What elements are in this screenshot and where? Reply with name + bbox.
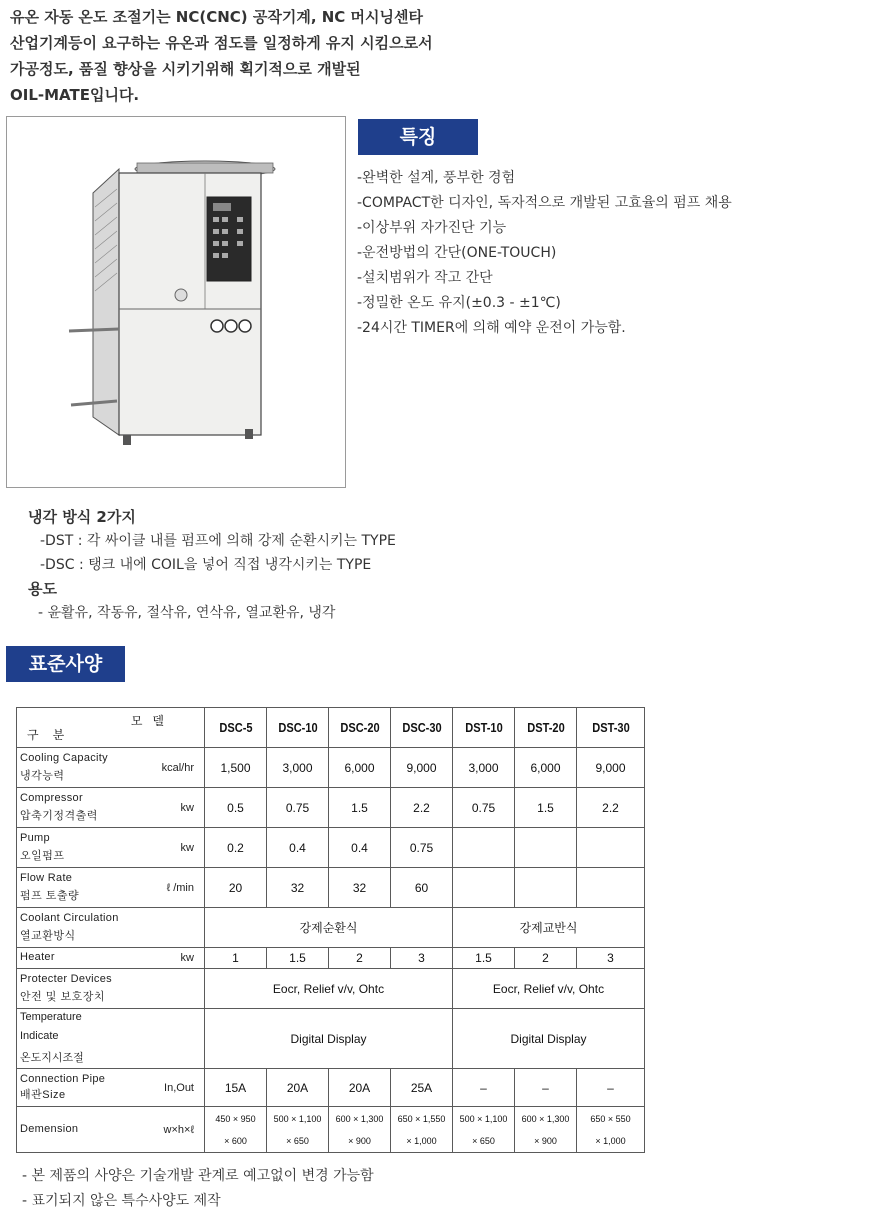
table-cell: 3 bbox=[577, 948, 645, 969]
table-cell: 9,000 bbox=[577, 748, 645, 788]
table-cell bbox=[453, 828, 515, 868]
table-row bbox=[17, 828, 645, 868]
dimension-top: 450 × 950 bbox=[215, 1113, 256, 1124]
table-cell: – bbox=[453, 1069, 515, 1107]
model-header: DST-20 bbox=[519, 708, 572, 748]
table-cell bbox=[577, 1107, 645, 1153]
table-corner-cell bbox=[17, 708, 205, 748]
model-header: DST-30 bbox=[582, 708, 640, 748]
row-label-ko: 배관Size bbox=[20, 1089, 66, 1101]
row-label bbox=[17, 788, 205, 828]
model-header: DSC-20 bbox=[333, 708, 386, 748]
row-label bbox=[17, 1069, 205, 1107]
table-cell: 0.75 bbox=[267, 788, 329, 828]
dimension-bottom: × 1,000 bbox=[595, 1135, 626, 1146]
table-cell bbox=[453, 1107, 515, 1153]
table-cell: 32 bbox=[329, 868, 391, 908]
list-item: -설치범위가 작고 간단 bbox=[357, 270, 493, 286]
note-item: - 본 제품의 사양은 기술개발 관계로 예고없이 변경 가능함 bbox=[22, 1168, 374, 1184]
table-row bbox=[17, 788, 645, 828]
table-cell-merged: Digital Display bbox=[205, 1009, 453, 1069]
row-label bbox=[17, 948, 205, 969]
usage-heading: 용도 bbox=[28, 580, 57, 598]
dimension-top: 500 × 1,100 bbox=[459, 1113, 508, 1124]
table-cell: 0.4 bbox=[267, 828, 329, 868]
dimension-top: 600 × 1,300 bbox=[521, 1113, 570, 1124]
dimension-top: 650 × 1,550 bbox=[397, 1113, 446, 1124]
row-label bbox=[17, 748, 205, 788]
table-cell: 20A bbox=[329, 1069, 391, 1107]
row-label bbox=[17, 908, 205, 948]
dimension-top: 650 × 550 bbox=[590, 1113, 631, 1124]
table-cell: 1 bbox=[205, 948, 267, 969]
row-label-ko: 오일펌프 bbox=[20, 850, 65, 862]
row-label-ko: 열교환방식 bbox=[20, 930, 76, 942]
intro-line: OIL-MATE입니다. bbox=[10, 86, 140, 104]
row-label-ko: 냉각능력 bbox=[20, 770, 65, 782]
row-unit: kw bbox=[180, 801, 194, 814]
row-label-en: Protecter Devices bbox=[20, 973, 112, 985]
table-cell: 32 bbox=[267, 868, 329, 908]
list-item: -완벽한 설계, 풍부한 경험 bbox=[357, 170, 516, 186]
row-label-en: Temperature bbox=[20, 1011, 82, 1023]
model-header: DSC-30 bbox=[395, 708, 448, 748]
usage-text: - 윤활유, 작동유, 절삭유, 연삭유, 열교환유, 냉각 bbox=[38, 605, 336, 621]
table-cell-merged: Eocr, Relief v/v, Ohtc bbox=[453, 969, 645, 1009]
row-label bbox=[17, 868, 205, 908]
row-label-en: Pump bbox=[20, 832, 50, 844]
row-label bbox=[17, 828, 205, 868]
dimension-top: 600 × 1,300 bbox=[335, 1113, 384, 1124]
row-unit: w×h×ℓ bbox=[163, 1123, 194, 1136]
dimension-top: 500 × 1,100 bbox=[273, 1113, 322, 1124]
table-cell bbox=[577, 868, 645, 908]
dimension-bottom: × 650 bbox=[286, 1135, 309, 1146]
table-cell: 0.75 bbox=[453, 788, 515, 828]
table-cell: – bbox=[515, 1069, 577, 1107]
table-row bbox=[17, 868, 645, 908]
table-cell bbox=[515, 868, 577, 908]
table-cell: 1,500 bbox=[205, 748, 267, 788]
note-item: - 표기되지 않은 특수사양도 제작 bbox=[22, 1193, 221, 1209]
table-cell: 60 bbox=[391, 868, 453, 908]
row-label bbox=[17, 1107, 205, 1153]
dimension-bottom: × 900 bbox=[348, 1135, 371, 1146]
row-unit: kcal/hr bbox=[161, 761, 194, 774]
row-label-ko: 압축기정격출력 bbox=[20, 810, 98, 822]
table-row bbox=[17, 969, 645, 1009]
list-item: -운전방법의 간단(ONE-TOUCH) bbox=[357, 245, 557, 261]
model-header: DSC-10 bbox=[271, 708, 324, 748]
table-cell: 6,000 bbox=[329, 748, 391, 788]
corner-model-label: 모델 bbox=[130, 714, 174, 728]
list-item: -정밀한 온도 유지(±0.3 - ±1℃) bbox=[357, 295, 561, 311]
table-row bbox=[17, 748, 645, 788]
spec-heading: 표준사양 bbox=[6, 646, 125, 682]
row-label-en: Indicate bbox=[20, 1030, 59, 1042]
table-cell bbox=[515, 828, 577, 868]
row-label-ko: 안전 및 보호장치 bbox=[20, 991, 105, 1003]
table-cell bbox=[391, 1107, 453, 1153]
table-cell bbox=[205, 1107, 267, 1153]
row-label-en: Heater bbox=[20, 951, 55, 963]
table-cell: 25A bbox=[391, 1069, 453, 1107]
table-cell-merged: 강제순환식 bbox=[205, 908, 453, 948]
table-cell: 1.5 bbox=[329, 788, 391, 828]
row-label-en: Flow Rate bbox=[20, 872, 73, 884]
table-cell bbox=[329, 1107, 391, 1153]
table-cell bbox=[577, 828, 645, 868]
dimension-bottom: × 1,000 bbox=[406, 1135, 437, 1146]
notes bbox=[22, 1164, 622, 1214]
row-label bbox=[17, 969, 205, 1009]
row-label-en: Demension bbox=[20, 1123, 79, 1135]
table-row bbox=[17, 1107, 645, 1153]
list-item: -COMPACT한 디자인, 독자적으로 개발된 고효율의 펌프 채용 bbox=[357, 195, 732, 211]
table-cell bbox=[515, 1107, 577, 1153]
table-cell: 0.4 bbox=[329, 828, 391, 868]
table-cell: 0.5 bbox=[205, 788, 267, 828]
row-unit: ℓ /min bbox=[166, 881, 194, 894]
row-label-en: Coolant Circulation bbox=[20, 912, 119, 924]
table-cell: 2 bbox=[515, 948, 577, 969]
table-cell: 3,000 bbox=[453, 748, 515, 788]
table-cell-merged: Eocr, Relief v/v, Ohtc bbox=[205, 969, 453, 1009]
table-cell: 2.2 bbox=[577, 788, 645, 828]
product-image bbox=[6, 116, 346, 488]
table-header-row bbox=[17, 708, 645, 748]
dimension-bottom: × 900 bbox=[534, 1135, 557, 1146]
intro-line: 산업기계등이 요구하는 유온과 점도를 일정하게 유지 시킴으로서 bbox=[10, 34, 433, 52]
table-cell-merged: 강제교반식 bbox=[453, 908, 645, 948]
cooling-dst: -DST : 각 싸이클 내를 펌프에 의해 강제 순환시키는 TYPE bbox=[40, 533, 396, 549]
table-cell: 3,000 bbox=[267, 748, 329, 788]
features-heading: 특징 bbox=[358, 119, 478, 155]
row-label-en: Cooling Capacity bbox=[20, 752, 108, 764]
table-cell: – bbox=[577, 1069, 645, 1107]
row-label bbox=[17, 1009, 205, 1069]
table-cell bbox=[453, 868, 515, 908]
table-cell: 2.2 bbox=[391, 788, 453, 828]
row-label-en: Connection Pipe bbox=[20, 1073, 106, 1085]
table-cell: 2 bbox=[329, 948, 391, 969]
intro-line: 가공정도, 품질 향상을 시키기위해 획기적으로 개발된 bbox=[10, 60, 361, 78]
features-list bbox=[357, 166, 877, 341]
cooling-heading: 냉각 방식 2가지 bbox=[28, 508, 136, 526]
table-cell: 3 bbox=[391, 948, 453, 969]
oil-cooler-illustration bbox=[7, 117, 345, 487]
table-row bbox=[17, 1009, 645, 1069]
table-cell: 1.5 bbox=[515, 788, 577, 828]
cooling-usage-section bbox=[28, 505, 628, 625]
model-header: DSC-5 bbox=[209, 708, 262, 748]
table-cell bbox=[267, 1107, 329, 1153]
spec-table bbox=[16, 707, 645, 1153]
table-row bbox=[17, 948, 645, 969]
intro-line: 유온 자동 온도 조절기는 NC(CNC) 공작기계, NC 머시닝센타 bbox=[10, 8, 423, 26]
table-cell: 1.5 bbox=[267, 948, 329, 969]
dimension-bottom: × 650 bbox=[472, 1135, 495, 1146]
table-cell: 1.5 bbox=[453, 948, 515, 969]
model-header: DST-10 bbox=[457, 708, 510, 748]
list-item: -24시간 TIMER에 의해 예약 운전이 가능함. bbox=[357, 320, 626, 336]
dimension-bottom: × 600 bbox=[224, 1135, 247, 1146]
row-unit: kw bbox=[180, 952, 194, 964]
table-cell-merged: Digital Display bbox=[453, 1009, 645, 1069]
table-cell: 20A bbox=[267, 1069, 329, 1107]
row-label-en: Compressor bbox=[20, 792, 83, 804]
row-unit: kw bbox=[180, 841, 194, 854]
row-label-ko: 온도지시조절 bbox=[20, 1052, 84, 1064]
row-label-ko: 펌프 토출량 bbox=[20, 890, 80, 902]
table-cell: 20 bbox=[205, 868, 267, 908]
table-cell: 0.75 bbox=[391, 828, 453, 868]
cooling-dsc: -DSC : 탱크 내에 COIL을 넣어 직접 냉각시키는 TYPE bbox=[40, 557, 372, 573]
table-row bbox=[17, 908, 645, 948]
table-cell: 6,000 bbox=[515, 748, 577, 788]
table-cell: 0.2 bbox=[205, 828, 267, 868]
row-unit: In,Out bbox=[164, 1081, 194, 1094]
corner-division-label: 구분 bbox=[27, 728, 79, 742]
table-cell: 15A bbox=[205, 1069, 267, 1107]
table-cell: 9,000 bbox=[391, 748, 453, 788]
intro-text bbox=[10, 4, 570, 108]
table-row bbox=[17, 1069, 645, 1107]
list-item: -이상부위 자가진단 기능 bbox=[357, 220, 507, 236]
